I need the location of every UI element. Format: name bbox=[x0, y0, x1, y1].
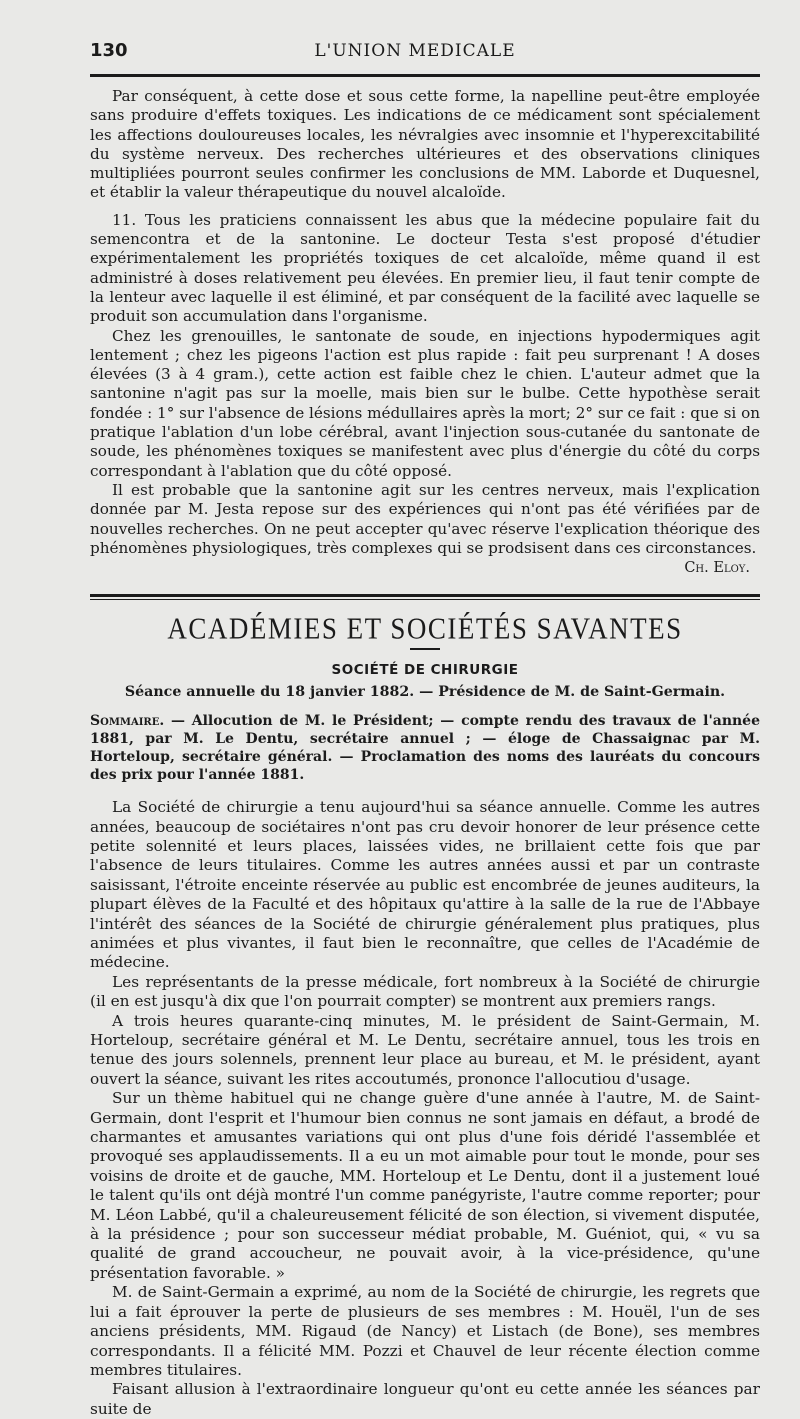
report-paragraph: A trois heures quarante-cinq minutes, M. le président de Saint-Germain, M. Horteloup, secrétaire général et M. Le Dentu, secrétaire annuel, tous les trois en tenue des jours solennels, prennent leur place au bureau, et M. le président, ayant ouvert la séance, suivant les rites accoutumés, prononce l'allocutiou d'usage. bbox=[90, 1011, 760, 1088]
page-header bbox=[90, 40, 760, 70]
society-heading: SOCIÉTÉ DE CHIRURGIE bbox=[331, 662, 519, 679]
seance-heading: Séance annuelle du 18 janvier 1882. — Présidence de M. de Saint-Germain. bbox=[124, 684, 726, 701]
running-head: L'UNION MEDICALE bbox=[314, 41, 516, 61]
article-continuation bbox=[90, 87, 760, 576]
header-rule bbox=[90, 74, 760, 77]
sommaire-text: — Allocution de M. le Président; — compte rendu des travaux de l'année 1881, par M. Le Dentu, secrétaire annuel ; — éloge de Chassaignac par M. Horteloup, secrétaire général. — Proclamation des noms des lauréats du concours des prix pour l'année 1881. bbox=[90, 713, 760, 784]
section-title: ACADÉMIES ET SOCIÉTÉS SAVANTES bbox=[167, 610, 683, 646]
report-paragraph: Sur un thème habituel qui ne change guère d'une année à l'autre, M. de Saint-Germain, dont l'esprit et l'humour bien connus ne sont jamais en défaut, a brodé de charmantes et amusantes variations qui ont plus d'une fois déridé l'assemblée et provoqué ses applaudissements. Il a eu un mot aimable pour tout le monde, pour ses voisins de droite et de gauche, MM. Horteloup et Le Dentu, dont il a justement loué le talent qu'ils ont déjà montré l'un comme panégyriste, l'autre comme reporter; pour M. Léon Labbé, qu'il a chaleureusement félicité de son élection, si vivement disputée, à la présidence ; pour son successeur médiat probable, M. Guéniot, qui, « vu sa qualité de grand accoucheur, ne pouvait avoir, à la vice-présidence, qu'une présentation favorable. » bbox=[90, 1089, 760, 1282]
page-number: 130 bbox=[90, 40, 128, 61]
report-paragraph: Faisant allusion à l'extraordinaire longueur qu'ont eu cette année les séances par suite de bbox=[90, 1380, 760, 1418]
report-paragraph: La Société de chirurgie a tenu aujourd'hui sa séance annuelle. Comme les autres années, beaucoup de sociétaires n'ont pas cru devoir honorer de leur présence cette petite solennité et leurs places, laissées vides, ne brillaient cette fois que par l'absence de leurs titulaires. Comme les autres années aussi et par un contraste saisissant, l'étroite enceinte réservée au public est encombrée de jeunes auditeurs, la plupart élèves de la Faculté et des hôpitaux qu'attire à la salle de la rue de l'Abbaye l'intérêt des séances de la Société de chirurgie généralement plus pratiques, plus animées et plus vivantes, il faut bien le reconnaître, que celles de l'Académie de médecine. bbox=[90, 798, 760, 972]
section-rule-thick bbox=[90, 594, 760, 597]
author-signature: Ch. Eloy. bbox=[684, 560, 750, 577]
sommaire-label: Sommaire. bbox=[90, 713, 165, 730]
article-paragraph: Il est probable que la santonine agit sur les centres nerveux, mais l'explication donnée par M. Jesta repose sur des expériences qui n'ont pas été vérifiées par de nouvelles recherches. On ne peut accepter qu'avec réserve l'explication théorique des phénomènes physiologiques, très complexes qui se prodsisent dans ces circonstances. bbox=[90, 480, 760, 557]
sommaire bbox=[90, 712, 760, 784]
section-rule-thin bbox=[90, 599, 760, 600]
article-paragraph: 11. Tous les praticiens connaissent les abus que la médecine populaire fait du semencontra et de la santonine. Le docteur Testa s'est proposé d'étudier expérimentalement les propriétés toxiques de cet alcaloïde, même quand il est administré à doses relativement peu élevées. En premier lieu, il faut tenir compte de la lenteur avec laquelle il est éliminé, et par conséquent de la facilité avec laquelle se produit son accumulation dans l'organisme. bbox=[90, 210, 760, 326]
report-paragraph: M. de Saint-Germain a exprimé, au nom de la Société de chirurgie, les regrets que lui a fait éprouver la perte de plusieurs de ses membres : M. Houël, l'un de ses anciens présidents, MM. Rigaud (de Nancy) et Listach (de Bone), ses membres correspondants. Il a félicité MM. Pozzi et Chauvel de leur récente élection comme membres titulaires. bbox=[90, 1283, 760, 1379]
article-paragraph: Chez les grenouilles, le santonate de soude, en injections hypodermiques agit lentement ; chez les pigeons l'action est plus rapide : fait peu surprenant ! A doses élevées (3 à 4 gram.), cette action est faible chez le chien. L'auteur admet que la santonine n'agit pas sur la moelle, mais bien sur le bulbe. Cette hypothèse serait fondée : 1° sur l'absence de lésions médullaires après la mort; 2° sur ce fait : que si on pratique l'ablation d'un lobe cérébral, avant l'injection sous-cutanée du santonate de soude, les phénomènes toxiques se manifestent avec plus d'énergie du côté du corps correspondant à l'ablation que du côté opposé. bbox=[90, 326, 760, 480]
title-ornament-rule bbox=[410, 648, 440, 650]
report-paragraph: Les représentants de la presse médicale, fort nombreux à la Société de chirurgie (il en est jusqu'à dix que l'on pourrait compter) se montrent aux premiers rangs. bbox=[90, 972, 760, 1011]
report-body bbox=[90, 798, 760, 1419]
article-paragraph: Par conséquent, à cette dose et sous cette forme, la napelline peut-être employée sans produire d'effets toxiques. Les indications de ce médicament sont spécialement les affections douloureuses locales, les névralgies avec insomnie et l'hyperexcitabilité du système nerveux. Des recherches ultérieures et des observations cliniques multipliées pourront seules confirmer les conclusions de MM. Laborde et Duquesnel, et établir la valeur thérapeutique du nouvel alcaloïde. bbox=[90, 87, 760, 202]
